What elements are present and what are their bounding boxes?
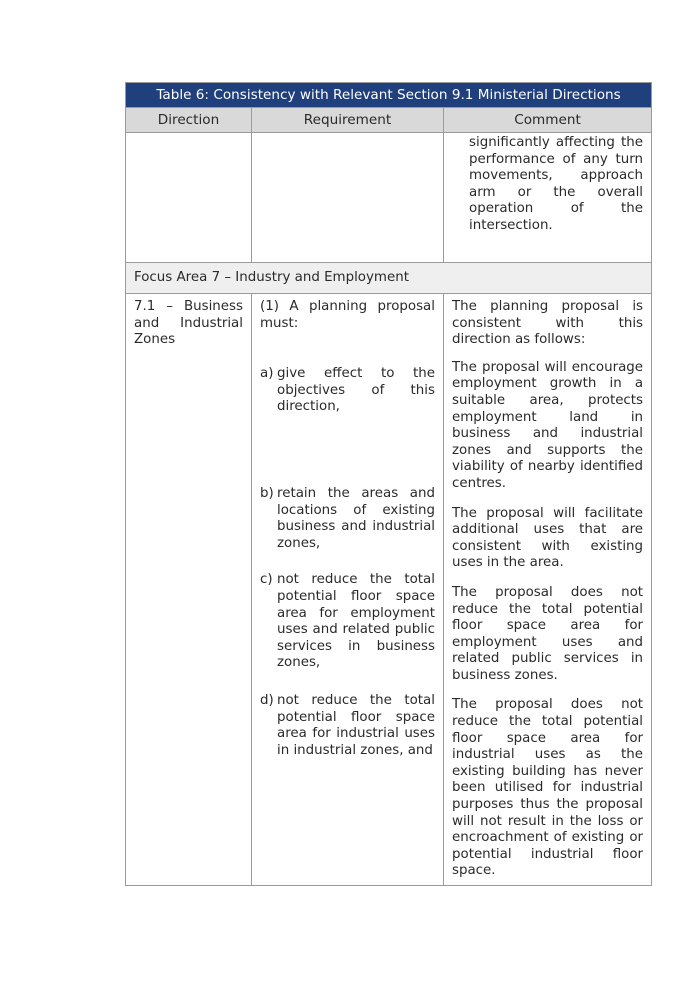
requirement-item-b <box>260 486 435 552</box>
comment-text: The proposal will encourage employment growth in a suitable area, protects employment land in business and industrial zones and supports the viability of nearby identified centres. <box>452 359 644 491</box>
focus-area-heading: Focus Area 7 – Industry and Employment <box>126 263 652 294</box>
comment-cell <box>444 294 652 886</box>
requirement-cell-empty <box>252 133 444 263</box>
direction-cell-empty <box>126 133 252 263</box>
table-row <box>126 294 652 886</box>
requirement-text: give effect to the objectives of this direction, <box>277 366 435 415</box>
requirement-label: d) <box>260 692 274 708</box>
requirement-text: retain the areas and locations of existing business and industrial zones, <box>277 485 435 551</box>
header-comment: Comment <box>444 108 652 133</box>
requirement-text: not reduce the total potential floor space area for industrial uses in industrial zones, and <box>277 692 435 758</box>
ministerial-directions-table <box>125 82 652 886</box>
comment-text: The proposal does not reduce the total potential floor space area for industrial uses as the existing building has never been utilised for industrial purposes thus the proposal will not result in the loss or encroachment of existing or potential industrial floor space. <box>452 697 644 879</box>
comment-text: The proposal does not reduce the total potential floor space area for employment uses and related public services in business zones. <box>452 584 644 683</box>
requirement-item-a <box>260 366 435 416</box>
requirement-text: not reduce the total potential floor space area for employment uses and related public services in business zones, <box>277 572 435 671</box>
direction-7-1-text: 7.1 – Business and Industrial Zones <box>134 299 243 348</box>
requirement-item-c <box>260 572 435 672</box>
requirement-intro-text: (1) A planning proposal must: <box>260 299 435 331</box>
comment-text: The proposal will facilitate additional uses that are consistent with existing uses in the area. <box>452 505 644 571</box>
requirement-item-d <box>260 693 435 759</box>
direction-cell <box>126 294 252 886</box>
requirement-label: a) <box>260 366 274 382</box>
table-title: Table 6: Consistency with Relevant Section 9.1 Ministerial Directions <box>126 83 652 108</box>
table-row <box>126 133 652 263</box>
comment-continued-cell <box>444 133 652 263</box>
header-direction: Direction <box>126 108 252 133</box>
requirement-label: b) <box>260 485 274 501</box>
requirement-label: c) <box>260 572 273 588</box>
header-requirement: Requirement <box>252 108 444 133</box>
comment-text: The planning proposal is consistent with this direction as follows: <box>452 299 644 348</box>
continued-comment-text: significantly affecting the performance of any turn movements, approach arm or the overall operation of the intersection. <box>469 135 644 233</box>
requirement-cell <box>252 294 444 886</box>
